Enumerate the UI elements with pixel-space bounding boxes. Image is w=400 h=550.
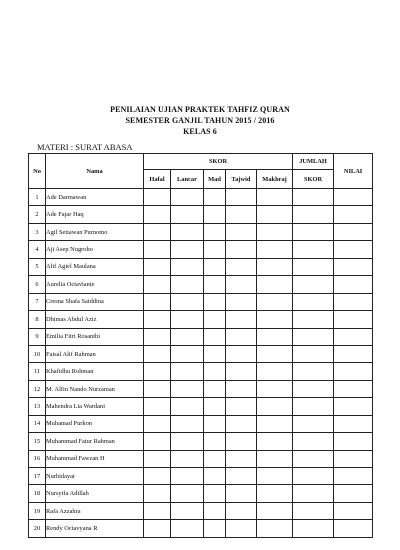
student-name: Cresna Shafa Saiddina [46, 293, 144, 310]
score-hafal-cell [144, 502, 171, 519]
row-number: 5 [29, 258, 46, 275]
score-mad-cell [204, 241, 226, 258]
score-lancar-cell [171, 380, 204, 397]
table-row [29, 241, 373, 258]
score-makhraj-cell [257, 223, 293, 240]
score-hafal-cell [144, 363, 171, 380]
score-makhraj-cell [257, 433, 293, 450]
score-makhraj-cell [257, 520, 293, 537]
table-row [29, 380, 373, 397]
score-lancar-cell [171, 398, 204, 415]
score-lancar-cell [171, 206, 204, 223]
student-name: Dhimas Abdul Aziz [46, 311, 144, 328]
score-mad-cell [204, 311, 226, 328]
row-number: 18 [29, 485, 46, 502]
score-tajwid-cell [226, 328, 257, 345]
score-hafal-cell [144, 276, 171, 293]
score-jumlah-cell [293, 468, 334, 485]
score-makhraj-cell [257, 311, 293, 328]
score-hafal-cell [144, 293, 171, 310]
score-nilai-cell [334, 398, 373, 415]
row-number: 10 [29, 345, 46, 362]
row-number: 17 [29, 468, 46, 485]
score-hafal-cell [144, 485, 171, 502]
score-hafal-cell [144, 415, 171, 432]
score-makhraj-cell [257, 450, 293, 467]
score-tajwid-cell [226, 450, 257, 467]
table-row [29, 258, 373, 275]
score-mad-cell [204, 502, 226, 519]
score-mad-cell [204, 345, 226, 362]
score-jumlah-cell [293, 450, 334, 467]
score-tajwid-cell [226, 502, 257, 519]
score-lancar-cell [171, 189, 204, 206]
score-lancar-cell [171, 293, 204, 310]
score-hafal-cell [144, 311, 171, 328]
document-title: PENILAIAN UJIAN PRAKTEK TAHFIZ QURAN [110, 105, 290, 114]
score-jumlah-cell [293, 206, 334, 223]
score-mad-cell [204, 485, 226, 502]
score-hafal-cell [144, 398, 171, 415]
row-number: 16 [29, 450, 46, 467]
row-number: 7 [29, 293, 46, 310]
row-number: 1 [29, 189, 46, 206]
score-mad-cell [204, 415, 226, 432]
document-subtitle-semester: SEMESTER GANJIL TAHUN 2015 / 2016 [125, 116, 275, 125]
score-nilai-cell [334, 415, 373, 432]
score-makhraj-cell [257, 502, 293, 519]
score-nilai-cell [334, 363, 373, 380]
table-row [29, 206, 373, 223]
score-mad-cell [204, 468, 226, 485]
score-makhraj-cell [257, 276, 293, 293]
header-lancar: Lancar [171, 170, 204, 189]
header-nilai: NILAI [334, 154, 373, 189]
score-jumlah-cell [293, 380, 334, 397]
score-nilai-cell [334, 433, 373, 450]
row-number: 11 [29, 363, 46, 380]
score-nilai-cell [334, 380, 373, 397]
score-makhraj-cell [257, 380, 293, 397]
score-tajwid-cell [226, 468, 257, 485]
table-row [29, 276, 373, 293]
score-lancar-cell [171, 258, 204, 275]
row-number: 6 [29, 276, 46, 293]
document-subtitle-class: KELAS 6 [183, 127, 217, 136]
score-lancar-cell [171, 485, 204, 502]
table-body [29, 189, 373, 538]
score-lancar-cell [171, 520, 204, 537]
score-makhraj-cell [257, 398, 293, 415]
student-name: Ade Fajar Haq [46, 206, 144, 223]
header-jumlah-skor: SKOR [293, 170, 334, 189]
score-jumlah-cell [293, 311, 334, 328]
score-jumlah-cell [293, 520, 334, 537]
score-makhraj-cell [257, 328, 293, 345]
header-no: No [29, 154, 46, 189]
score-jumlah-cell [293, 258, 334, 275]
student-name: Emilia Fitri Rosanthi [46, 328, 144, 345]
score-makhraj-cell [257, 293, 293, 310]
student-name: Rafa Azzahra [46, 502, 144, 519]
score-hafal-cell [144, 468, 171, 485]
score-lancar-cell [171, 363, 204, 380]
header-jumlah: JUMLAH [293, 154, 334, 170]
student-name: Khafidhu Rohman [46, 363, 144, 380]
table-row [29, 502, 373, 519]
score-hafal-cell [144, 380, 171, 397]
student-name: Muhammad Fawzan H [46, 450, 144, 467]
score-hafal-cell [144, 189, 171, 206]
score-jumlah-cell [293, 189, 334, 206]
student-name: Agil Setiawan Purnomo [46, 223, 144, 240]
score-hafal-cell [144, 520, 171, 537]
score-makhraj-cell [257, 345, 293, 362]
table-row [29, 433, 373, 450]
score-lancar-cell [171, 328, 204, 345]
score-mad-cell [204, 363, 226, 380]
score-hafal-cell [144, 206, 171, 223]
student-name: Mahendra Lia Wardani [46, 398, 144, 415]
score-tajwid-cell [226, 415, 257, 432]
row-number: 9 [29, 328, 46, 345]
score-nilai-cell [334, 206, 373, 223]
score-jumlah-cell [293, 485, 334, 502]
score-tajwid-cell [226, 398, 257, 415]
score-nilai-cell [334, 450, 373, 467]
table-row [29, 398, 373, 415]
score-nilai-cell [334, 293, 373, 310]
score-jumlah-cell [293, 502, 334, 519]
score-makhraj-cell [257, 258, 293, 275]
score-makhraj-cell [257, 241, 293, 258]
score-tajwid-cell [226, 311, 257, 328]
score-tajwid-cell [226, 380, 257, 397]
score-jumlah-cell [293, 345, 334, 362]
score-tajwid-cell [226, 363, 257, 380]
table-row [29, 311, 373, 328]
score-lancar-cell [171, 345, 204, 362]
score-nilai-cell [334, 311, 373, 328]
score-mad-cell [204, 520, 226, 537]
table-row [29, 345, 373, 362]
table-row [29, 468, 373, 485]
table-row [29, 415, 373, 432]
score-tajwid-cell [226, 206, 257, 223]
student-name: Aji Asep Nugroho [46, 241, 144, 258]
score-mad-cell [204, 380, 226, 397]
score-nilai-cell [334, 468, 373, 485]
score-makhraj-cell [257, 206, 293, 223]
score-mad-cell [204, 433, 226, 450]
score-tajwid-cell [226, 520, 257, 537]
score-makhraj-cell [257, 485, 293, 502]
score-nilai-cell [334, 223, 373, 240]
header-nama: Nama [46, 154, 144, 189]
score-mad-cell [204, 206, 226, 223]
score-nilai-cell [334, 345, 373, 362]
score-hafal-cell [144, 345, 171, 362]
student-name: Aurelia Octavianie [46, 276, 144, 293]
header-makhraj: Makhraj [257, 170, 293, 189]
score-tajwid-cell [226, 433, 257, 450]
score-jumlah-cell [293, 293, 334, 310]
score-nilai-cell [334, 189, 373, 206]
table-row [29, 485, 373, 502]
student-name: Faisal Alif Rahman [46, 345, 144, 362]
student-name: Alif Agiel Maulana [46, 258, 144, 275]
row-number: 4 [29, 241, 46, 258]
score-lancar-cell [171, 223, 204, 240]
header-mad: Mad [204, 170, 226, 189]
score-jumlah-cell [293, 363, 334, 380]
score-lancar-cell [171, 433, 204, 450]
score-makhraj-cell [257, 468, 293, 485]
row-number: 8 [29, 311, 46, 328]
row-number: 12 [29, 380, 46, 397]
score-tajwid-cell [226, 223, 257, 240]
score-nilai-cell [334, 485, 373, 502]
score-jumlah-cell [293, 433, 334, 450]
header-row-top [29, 154, 373, 170]
materi-label: MATERI : SURAT ABASA [37, 142, 133, 152]
row-number: 3 [29, 223, 46, 240]
score-mad-cell [204, 450, 226, 467]
score-jumlah-cell [293, 415, 334, 432]
score-tajwid-cell [226, 293, 257, 310]
score-mad-cell [204, 189, 226, 206]
score-jumlah-cell [293, 328, 334, 345]
score-nilai-cell [334, 241, 373, 258]
row-number: 2 [29, 206, 46, 223]
score-lancar-cell [171, 468, 204, 485]
student-name: Rendy Octavyana R [46, 520, 144, 537]
score-tajwid-cell [226, 189, 257, 206]
row-number: 19 [29, 502, 46, 519]
score-makhraj-cell [257, 415, 293, 432]
score-jumlah-cell [293, 276, 334, 293]
score-tajwid-cell [226, 276, 257, 293]
row-number: 13 [29, 398, 46, 415]
score-table [28, 153, 373, 538]
score-jumlah-cell [293, 223, 334, 240]
score-tajwid-cell [226, 485, 257, 502]
score-mad-cell [204, 258, 226, 275]
student-name: Muhamad Purkon [46, 415, 144, 432]
score-tajwid-cell [226, 241, 257, 258]
score-hafal-cell [144, 258, 171, 275]
score-tajwid-cell [226, 258, 257, 275]
header-hafal: Hafal [144, 170, 171, 189]
student-name: Nurhidayat [46, 468, 144, 485]
score-jumlah-cell [293, 398, 334, 415]
table-row [29, 450, 373, 467]
score-hafal-cell [144, 433, 171, 450]
score-hafal-cell [144, 241, 171, 258]
row-number: 20 [29, 520, 46, 537]
score-lancar-cell [171, 241, 204, 258]
row-number: 15 [29, 433, 46, 450]
student-name: Muhammad Fatur Rahman [46, 433, 144, 450]
score-hafal-cell [144, 450, 171, 467]
score-makhraj-cell [257, 363, 293, 380]
score-lancar-cell [171, 415, 204, 432]
table-row [29, 520, 373, 537]
score-mad-cell [204, 276, 226, 293]
header-tajwid: Tajwid [226, 170, 257, 189]
score-lancar-cell [171, 502, 204, 519]
score-lancar-cell [171, 276, 204, 293]
score-mad-cell [204, 328, 226, 345]
score-makhraj-cell [257, 189, 293, 206]
score-nilai-cell [334, 276, 373, 293]
score-nilai-cell [334, 258, 373, 275]
score-hafal-cell [144, 223, 171, 240]
table-row [29, 223, 373, 240]
score-hafal-cell [144, 328, 171, 345]
score-lancar-cell [171, 311, 204, 328]
score-mad-cell [204, 398, 226, 415]
table-row [29, 293, 373, 310]
score-mad-cell [204, 223, 226, 240]
score-nilai-cell [334, 328, 373, 345]
score-nilai-cell [334, 520, 373, 537]
header-skor: SKOR [144, 154, 293, 170]
student-name: M. Alfin Nando Nurzaman [46, 380, 144, 397]
score-lancar-cell [171, 450, 204, 467]
score-jumlah-cell [293, 241, 334, 258]
score-mad-cell [204, 293, 226, 310]
table-row [29, 189, 373, 206]
score-nilai-cell [334, 502, 373, 519]
table-row [29, 363, 373, 380]
row-number: 14 [29, 415, 46, 432]
score-tajwid-cell [226, 345, 257, 362]
student-name: Nursyifa Adillah [46, 485, 144, 502]
table-row [29, 328, 373, 345]
student-name: Ade Darmawan [46, 189, 144, 206]
